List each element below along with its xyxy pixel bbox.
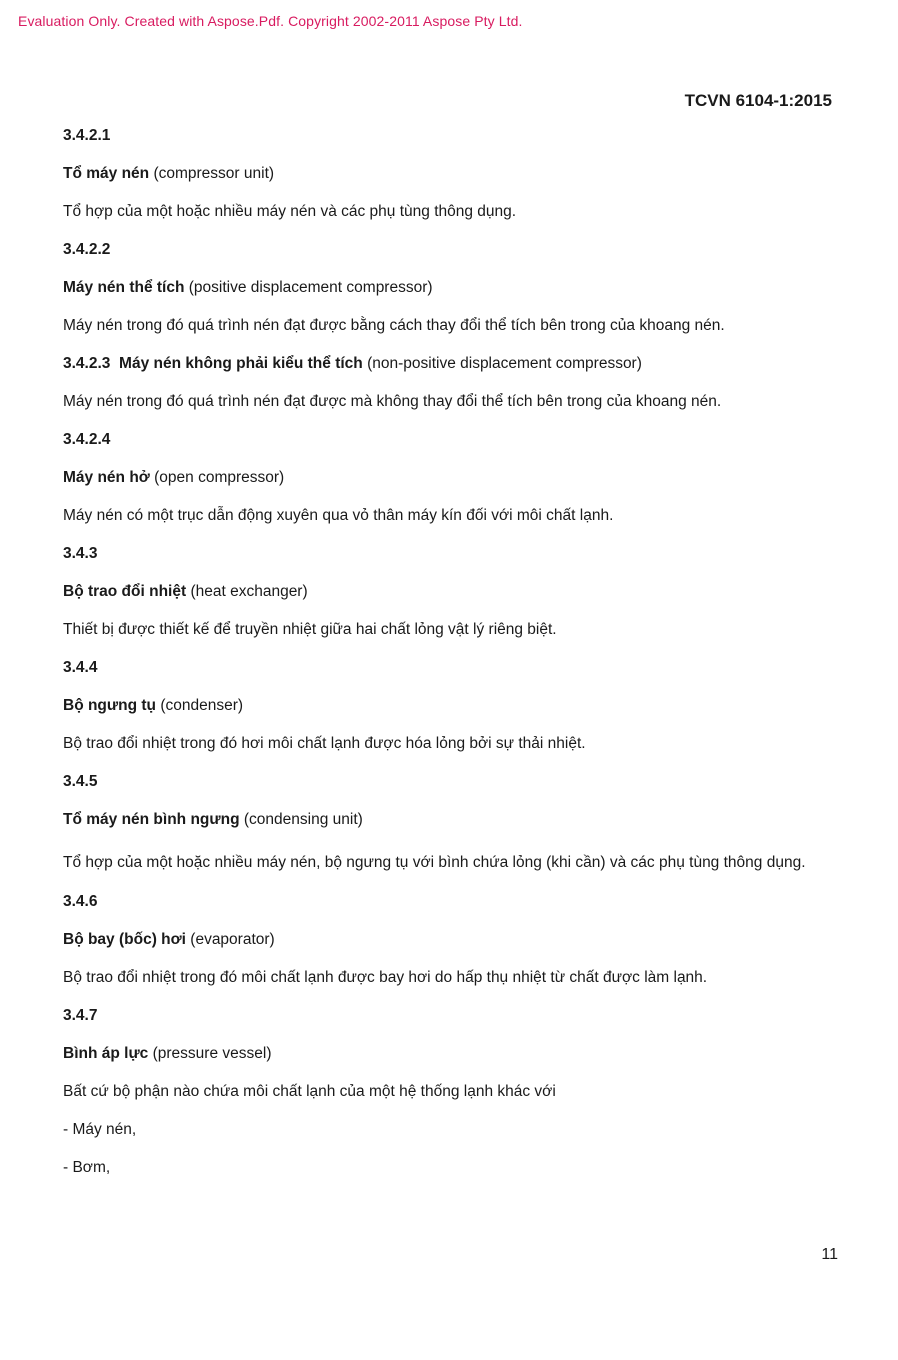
entry-term: Tổ máy nén bình ngưng (condensing unit) [63,811,363,828]
entry-number: 3.4.6 [63,893,98,910]
entry-number: 3.4.3 [63,545,98,562]
list-item: - Máy nén, [63,1121,137,1138]
entry-number: 3.4.5 [63,773,98,790]
entry-definition: Thiết bị được thiết kế để truyền nhiệt giữa hai chất lỏng vật lý riêng biệt. [63,621,557,638]
entry-number: 3.4.7 [63,1007,98,1024]
entry-definition: Tổ hợp của một hoặc nhiều máy nén, bộ ngưng tụ với bình chứa lỏng (khi cần) và các phụ tùng thông dụng. [63,854,806,871]
page-number: 11 [821,1246,838,1263]
entry-definition: Bất cứ bộ phận nào chứa môi chất lạnh của một hệ thống lạnh khác với [63,1083,556,1100]
entry-term: Máy nén thể tích (positive displacement compressor) [63,279,433,296]
entry-definition: Bộ trao đổi nhiệt trong đó hơi môi chất lạnh được hóa lỏng bởi sự thải nhiệt. [63,735,586,752]
entry-term: Bộ ngưng tụ (condenser) [63,697,244,714]
entry-number: 3.4.2.2 [63,241,111,258]
entry-term: Bộ bay (bốc) hơi (evaporator) [63,931,275,948]
entry-term: Máy nén hở (open compressor) [63,469,285,486]
entry-term: Tổ máy nén (compressor unit) [63,165,275,182]
entry-definition: Máy nén có một trục dẫn động xuyên qua vỏ thân máy kín đối với môi chất lạnh. [63,507,614,524]
entry-definition: Máy nén trong đó quá trình nén đạt được mà không thay đổi thể tích bên trong của khoang nén. [63,393,722,410]
document-body [63,125,843,1195]
entry-definition: Tổ hợp của một hoặc nhiều máy nén và các phụ tùng thông dụng. [63,203,517,220]
evaluation-watermark: Evaluation Only. Created with Aspose.Pdf. Copyright 2002-2011 Aspose Pty Ltd. [18,13,523,29]
entry-definition: Bộ trao đổi nhiệt trong đó môi chất lạnh được bay hơi do hấp thụ nhiệt từ chất được làm lạnh. [63,969,708,986]
entry-number: 3.4.2.1 [63,127,111,144]
entry-term: Bộ trao đổi nhiệt (heat exchanger) [63,583,308,600]
entry-definition: Máy nén trong đó quá trình nén đạt được bằng cách thay đổi thể tích bên trong của khoang nén. [63,317,725,334]
list-item: - Bơm, [63,1159,111,1176]
entry-term: 3.4.2.3 Máy nén không phải kiểu thể tích (non-positive displacement compressor) [63,355,642,372]
entry-number: 3.4.2.4 [63,431,111,448]
entry-term: Bình áp lực (pressure vessel) [63,1045,272,1062]
document-code: TCVN 6104-1:2015 [684,91,832,110]
entry-number: 3.4.4 [63,659,98,676]
